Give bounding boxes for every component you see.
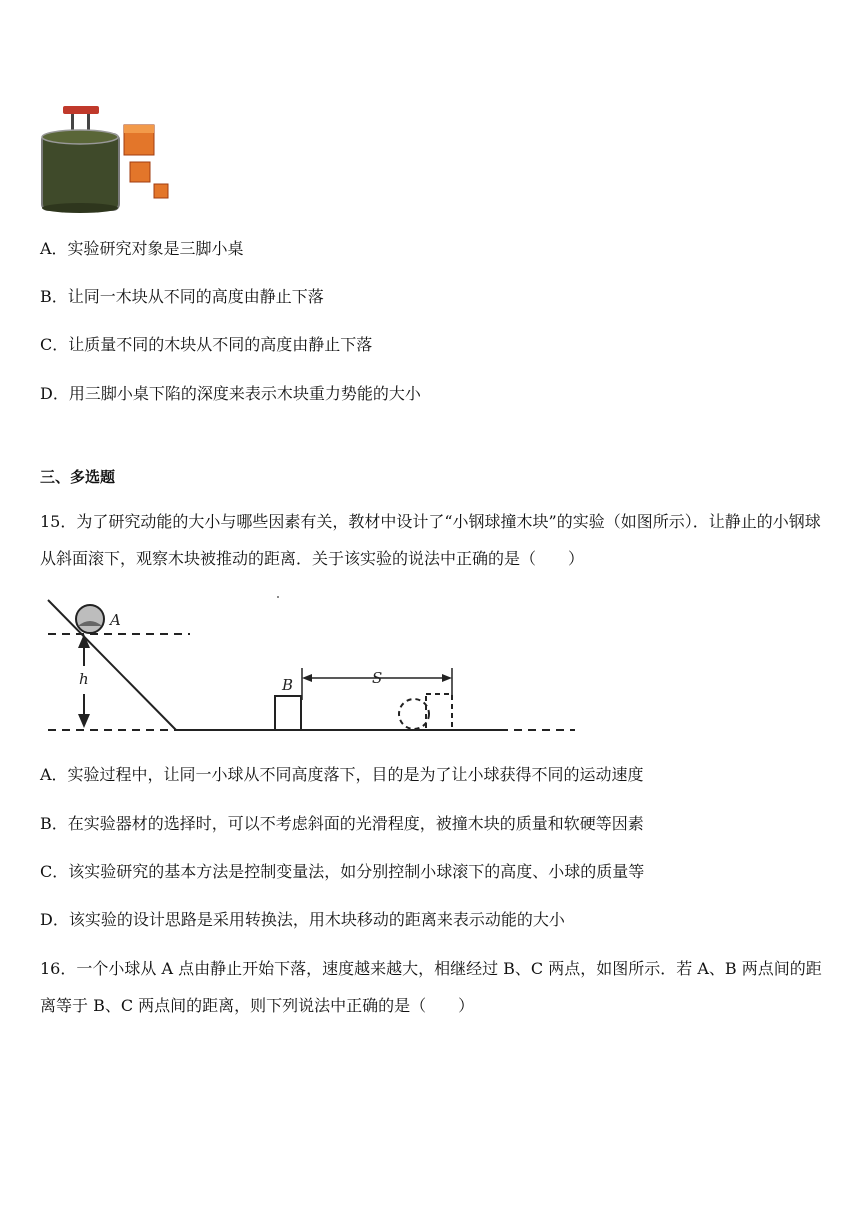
q15-stem: 15．为了研究动能的大小与哪些因素有关，教材中设计了“小钢球撞木块”的实验（如图所示）．让静止的小钢球从斜面滚下，观察木块被推动的距离．关于该实验的说法中正确的是（ ） [40, 512, 821, 568]
sand-tank-figure [40, 104, 175, 214]
figure-label-h: h [79, 670, 89, 688]
q16-stem: 16．一个小球从 A 点由静止开始下落，速度越来越大，相继经过 B、C 两点，如图所示．若 A、B 两点间的距离等于 B、C 两点间的距离，则下列说法中正确的是（ ） [40, 959, 822, 1015]
figure-label-s: S [372, 669, 383, 687]
q15-option-b: B．在实验器材的选择时，可以不考虑斜面的光滑程度，被撞木块的质量和软硬等因素 [40, 814, 644, 833]
q14-option-d: D．用三脚小桌下陷的深度来表示木块重力势能的大小 [40, 384, 421, 403]
q14-option-c: C．让质量不同的木块从不同的高度由静止下落 [40, 335, 373, 354]
figure-label-b: B [282, 676, 294, 694]
section-title: 三、多选题 [40, 468, 116, 486]
q15-option-c: C．该实验研究的基本方法是控制变量法，如分别控制小球滚下的高度、小球的质量等 [40, 862, 645, 881]
ball-slope-figure [40, 590, 580, 740]
figure-label-a: A [110, 611, 121, 629]
q14-option-b: B．让同一木块从不同的高度由静止下落 [40, 287, 324, 306]
q15-option-a: A．实验过程中，让同一小球从不同高度落下，目的是为了让小球获得不同的运动速度 [40, 765, 644, 784]
q15-option-d: D．该实验的设计思路是采用转换法，用木块移动的距离来表示动能的大小 [40, 910, 565, 929]
q14-option-a: A．实验研究对象是三脚小桌 [40, 239, 244, 258]
